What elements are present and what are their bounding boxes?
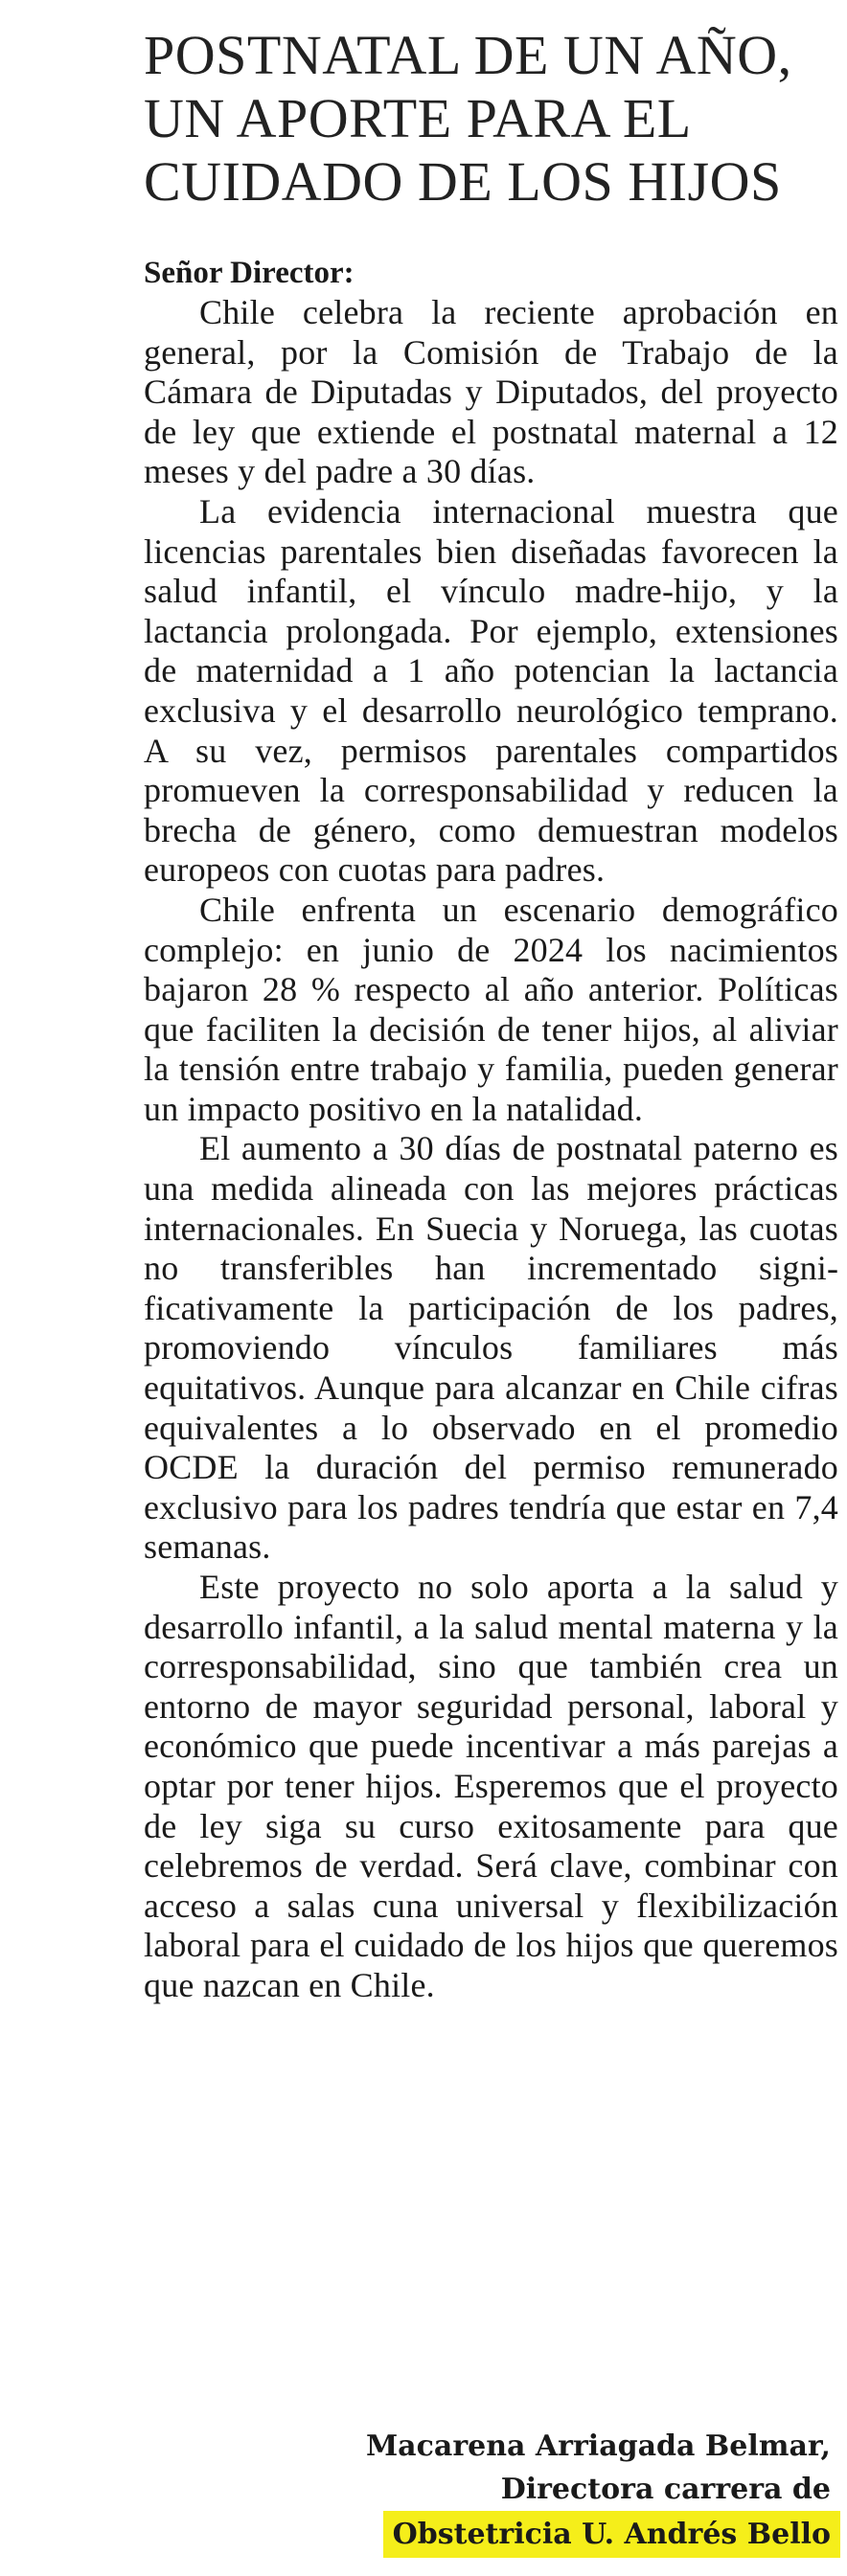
signature-institution: Obstetricia U. Andrés Bello [383,2511,840,2558]
headline-line-2: UN APORTE PARA EL [144,87,692,149]
paragraph-3: Chile enfrenta un escenario demográfico complejo: en junio de 2024 los nacimientos bajaron 28 % respecto al año anterior. Políticas que faciliten la decisión de tener hijos, al aliviar la tensión entre trabajo y familia, pueden generar un impacto positivo en la natalidad. [144,890,838,1128]
signature-name: Macarena Arriagada Belmar, [365,2429,831,2463]
paragraph-5: Este proyecto no solo aporta a la salud y desarrollo infantil, a la salud mental materna y la corresponsabilidad, sino que también crea un entorno de mayor seguridad personal, laboral y económico que puede incentivar a más parejas a optar por tener hijos. Esperemos que el proyecto de ley siga su curso exitosamente para que celebremos de verdad. Será clave, combinar con acceso a salas cuna universal y flexibilización laboral para el cuidado de los hijos que queremos que nazcan en Chile. [144,1568,838,2004]
salutation: Señor Director: [144,256,355,290]
signature-institution-line [366,2511,831,2558]
headline-line-3: CUIDADO DE LOS HIJOS [144,150,782,213]
headline-line-1: POSTNATAL DE UN AÑO, [144,24,792,86]
paragraph-4: El aumento a 30 días de postnatal paterno es una medida alineada con las mejores prácticas internacionales. En Suecia y Noruega, las cuotas no transferibles han incrementado significativamente la participación de los padres, promoviendo vínculos familiares más equitativos. Aunque para alcanzar en Chile cifras equivalentes a lo observado en el promedio OCDE la duración del permiso remunerado exclusivo para los padres tendría que estar en 7,4 semanas. [144,1129,838,1567]
paragraph-2: La evidencia internacional muestra que licencias parentales bien diseñadas favorecen la salud infantil, el vínculo madre-hijo, y la lactancia prolongada. Por ejemplo, extensiones de maternidad a 1 año potencian la lactancia exclusiva y el desarrollo neurológico temprano. A su vez, permisos parentales compartidos promueven la corresponsabilidad y reducen la brecha de género, como demuestran modelos europeos con cuotas para padres. [144,491,838,890]
paragraph-1: Chile celebra la reciente aprobación en general, por la Comisión de Trabajo de la Cámara de Diputadas y Diputados, del proyecto de ley que extiende el postnatal maternal a 12 meses y del padre a 30 días. [144,293,838,491]
headline [144,24,834,214]
letter-body [144,253,838,2006]
signature-role: Directora carrera de [500,2473,831,2506]
signature [366,2425,831,2558]
